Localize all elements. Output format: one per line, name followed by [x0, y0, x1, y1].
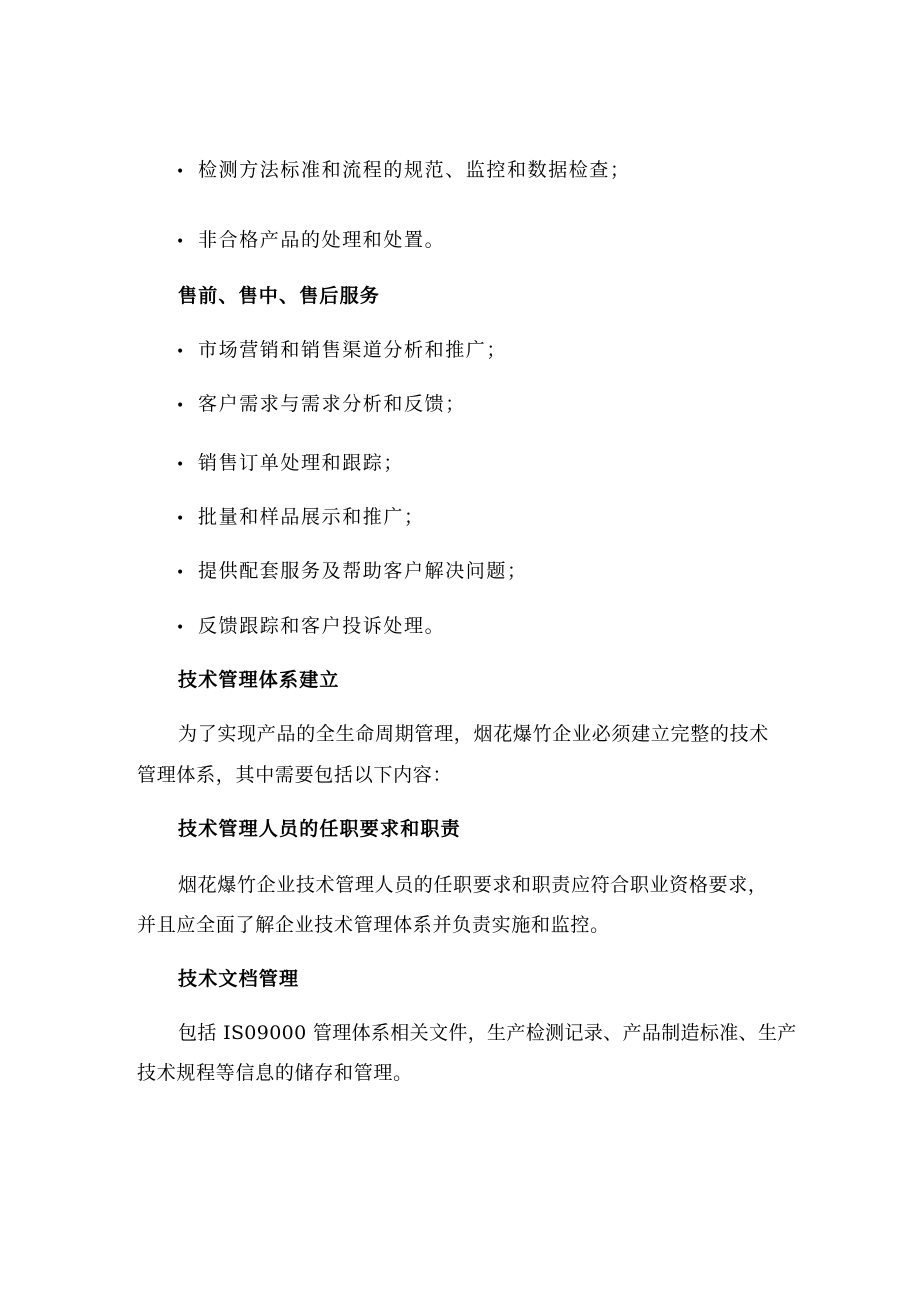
list-item-text: 市场营销和销售渠道分析和推广； [198, 339, 508, 361]
list-item-text: 销售订单处理和跟踪； [198, 452, 405, 474]
paragraph-line: 技术规程等信息的储存和管理。 [137, 1062, 413, 1084]
bullet-icon: • [176, 457, 186, 473]
list-item [176, 158, 631, 184]
list-item [176, 614, 445, 640]
bullet-icon: • [176, 344, 186, 360]
section-heading-docs: 技术文档管理 [178, 968, 300, 990]
list-item [176, 338, 507, 364]
section-heading-tech-system: 技术管理体系建立 [178, 669, 340, 691]
bullet-icon: • [176, 398, 186, 414]
paragraph-line: 管理体系，其中需要包括以下内容： [137, 764, 453, 786]
section-heading-sales: 售前、售中、售后服务 [178, 285, 381, 307]
list-item-text: 非合格产品的处理和处置。 [198, 229, 446, 251]
paragraph-line: 为了实现产品的全生命周期管理，烟花爆竹企业必须建立完整的技术 [178, 723, 770, 745]
list-item-text: 检测方法标准和流程的规范、监控和数据检查； [198, 159, 631, 181]
list-item-text: 提供配套服务及帮助客户解决问题； [198, 560, 528, 582]
section-heading-staff: 技术管理人员的任职要求和职责 [178, 818, 461, 840]
list-item [176, 559, 528, 585]
list-item [176, 451, 404, 477]
bullet-icon: • [176, 164, 186, 180]
bullet-icon: • [176, 511, 186, 527]
bullet-icon: • [176, 565, 186, 581]
list-item [176, 392, 466, 418]
bullet-icon: • [176, 620, 186, 636]
list-item [176, 228, 445, 254]
list-item [176, 505, 425, 531]
paragraph-line: 并且应全面了解企业技术管理体系并负责实施和监控。 [137, 914, 610, 936]
list-item-text: 批量和样品展示和推广； [198, 506, 425, 528]
paragraph-line: 烟花爆竹企业技术管理人员的任职要求和职责应符合职业资格要求， [178, 874, 768, 896]
list-item-text: 客户需求与需求分析和反馈； [198, 393, 466, 415]
bullet-icon: • [176, 234, 186, 250]
paragraph-line: 包括 IS09000 管理体系相关文件，生产检测记录、产品制造标准、生产 [178, 1022, 797, 1044]
list-item-text: 反馈跟踪和客户投诉处理。 [198, 615, 446, 637]
